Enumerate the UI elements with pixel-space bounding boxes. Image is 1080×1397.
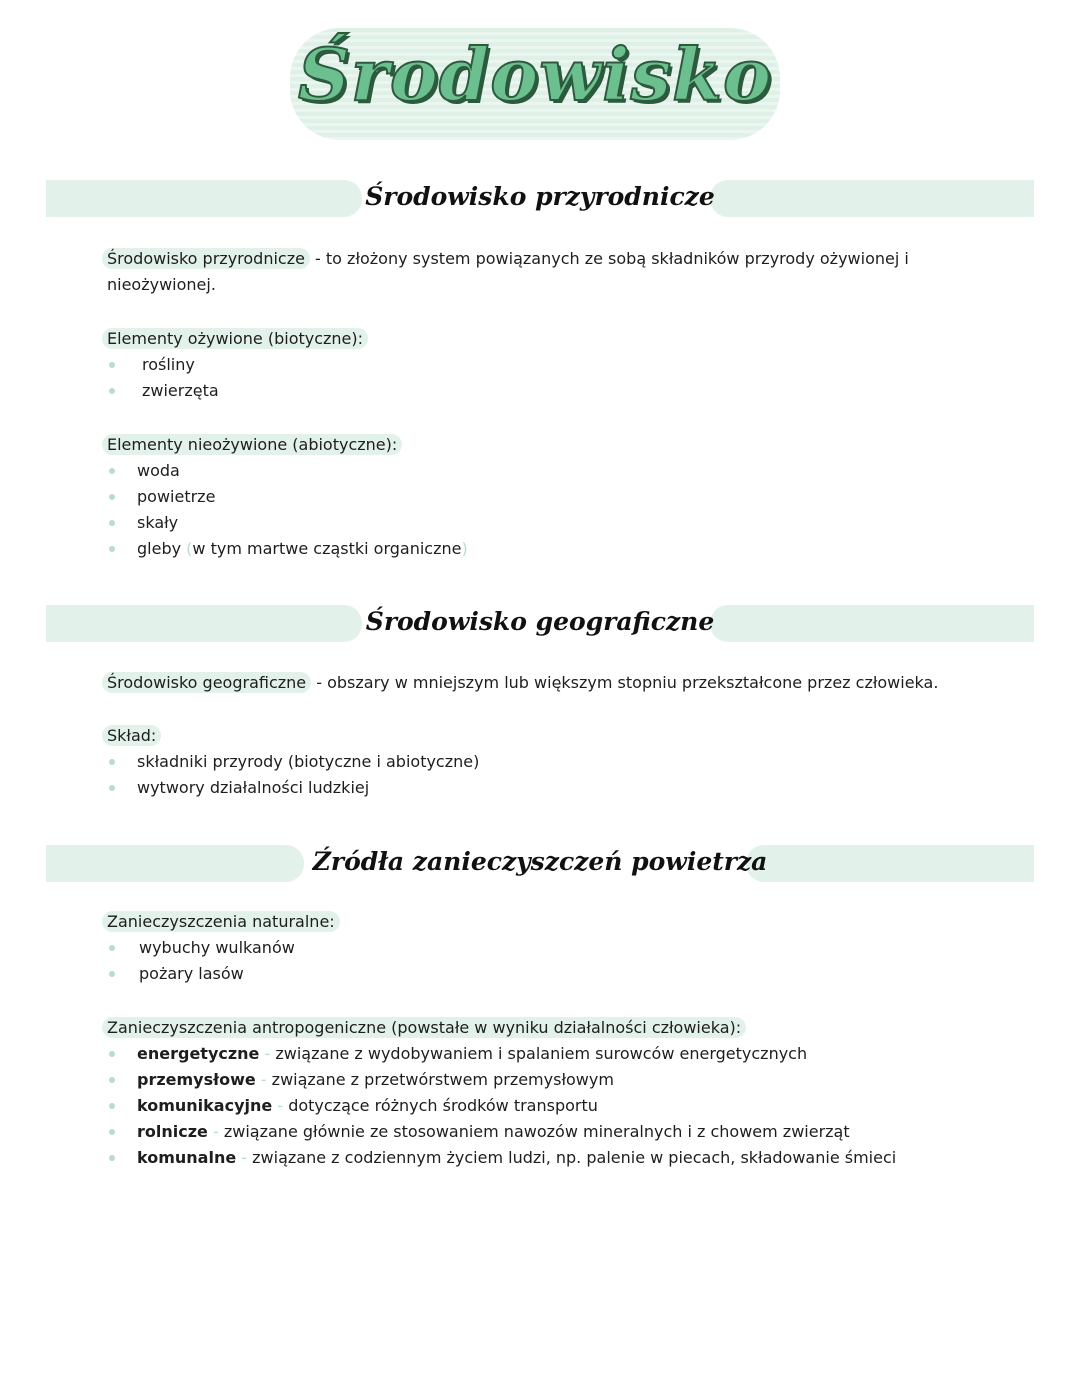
list-item	[107, 749, 479, 775]
list-item-text: dotyczące różnych środków transportu	[288, 1096, 598, 1115]
list-item: gleby (w tym martwe cząstki organiczne)	[107, 536, 468, 562]
list-item: rolnicze - związane głównie ze stosowaniem nawozów mineralnych i z chowem zwierząt	[107, 1119, 850, 1145]
list-item	[107, 935, 295, 961]
bullet-icon	[109, 1129, 115, 1135]
list-item	[107, 775, 369, 801]
bullet-icon	[109, 520, 115, 526]
list-item-text: związane głównie ze stosowaniem nawozów mineralnych i z chowem zwierząt	[223, 1122, 850, 1141]
list-item: energetyczne - związane z wydobywaniem i spalaniem surowców energetycznych	[107, 1041, 807, 1067]
term-highlight: Środowisko przyrodnicze	[102, 248, 310, 269]
list-item-text: wytwory działalności ludzkiej	[137, 778, 370, 797]
page-title-banner	[290, 22, 780, 140]
list-item-text: pożary lasów	[139, 964, 244, 983]
section-heading: Źródła zanieczyszczeń powietrza	[312, 847, 768, 876]
bullet-icon	[109, 785, 115, 791]
bullet-icon	[109, 1077, 115, 1083]
bullet-icon	[109, 1103, 115, 1109]
list-item-text: związane z przetwórstwem przemysłowym	[271, 1070, 614, 1089]
list-item	[107, 352, 195, 378]
list-item-term: komunalne	[137, 1148, 237, 1167]
bullet-icon	[109, 388, 115, 394]
list-item-term: energetyczne	[137, 1044, 260, 1063]
list-item: komunikacyjne - dotyczące różnych środków transportu	[107, 1093, 598, 1119]
group-label-text: Elementy ożywione (biotyczne):	[102, 328, 368, 349]
group-label	[102, 723, 161, 749]
bullet-icon	[109, 945, 115, 951]
definition	[102, 670, 938, 696]
group-label-text: Skład:	[102, 725, 161, 746]
list-item	[107, 458, 180, 484]
list-item-text: powietrze	[137, 487, 216, 506]
list-item-text: skały	[137, 513, 179, 532]
definition-text: - obszary w mniejszym lub większym stopniu przekształcone przez człowieka.	[311, 673, 939, 692]
section-heading-bar	[46, 605, 1034, 642]
term-highlight: Środowisko geograficzne	[102, 672, 311, 693]
list-item	[107, 484, 215, 510]
bullet-icon	[109, 468, 115, 474]
definition-text: - to złożony system powiązanych ze sobą składników przyrody ożywionej i	[309, 249, 909, 268]
definition	[102, 246, 909, 272]
list-item-text: rośliny	[142, 355, 195, 374]
bullet-icon	[109, 546, 115, 552]
list-item-text: wybuchy wulkanów	[139, 938, 295, 957]
definition-continued: nieożywionej.	[107, 275, 216, 294]
bullet-icon	[109, 494, 115, 500]
list-item-text: składniki przyrody (biotyczne i abiotyczne)	[137, 752, 480, 771]
group-label-text: Elementy nieożywione (abiotyczne):	[102, 434, 402, 455]
bullet-icon	[109, 1155, 115, 1161]
list-item	[107, 510, 178, 536]
section-heading: Środowisko geograficzne	[365, 607, 715, 636]
list-item-text: związane z wydobywaniem i spalaniem surowców energetycznych	[275, 1044, 808, 1063]
bullet-icon	[109, 362, 115, 368]
bullet-icon	[109, 759, 115, 765]
list-item-term: przemysłowe	[137, 1070, 256, 1089]
group-label	[102, 326, 368, 352]
list-item-term: rolnicze	[137, 1122, 208, 1141]
list-item-text: zwierzęta	[142, 381, 219, 400]
bullet-icon	[109, 1051, 115, 1057]
section-heading: Środowisko przyrodnicze	[365, 182, 715, 211]
list-item-text: związane z codziennym życiem ludzi, np. palenie w piecach, składowanie śmieci	[252, 1148, 897, 1167]
bullet-icon	[109, 971, 115, 977]
list-item: komunalne - związane z codziennym życiem ludzi, np. palenie w piecach, składowanie śmieci	[107, 1145, 896, 1171]
page-title: Środowisko	[297, 32, 773, 117]
group-label-text: Zanieczyszczenia antropogeniczne (powstałe w wyniku działalności człowieka):	[102, 1017, 746, 1038]
list-item-text: woda	[137, 461, 180, 480]
list-item	[107, 378, 219, 404]
list-item-term: komunikacyjne	[137, 1096, 273, 1115]
group-label	[102, 432, 402, 458]
group-label-text: Zanieczyszczenia naturalne:	[102, 911, 340, 932]
section-heading-bar	[46, 845, 1034, 882]
list-item-note: w tym martwe cząstki organiczne	[192, 539, 462, 558]
list-item: przemysłowe - związane z przetwórstwem przemysłowym	[107, 1067, 614, 1093]
list-item	[107, 961, 244, 987]
section-heading-bar	[46, 180, 1034, 217]
list-item-text: gleby	[137, 539, 182, 558]
group-label	[102, 909, 340, 935]
group-label	[102, 1015, 746, 1041]
